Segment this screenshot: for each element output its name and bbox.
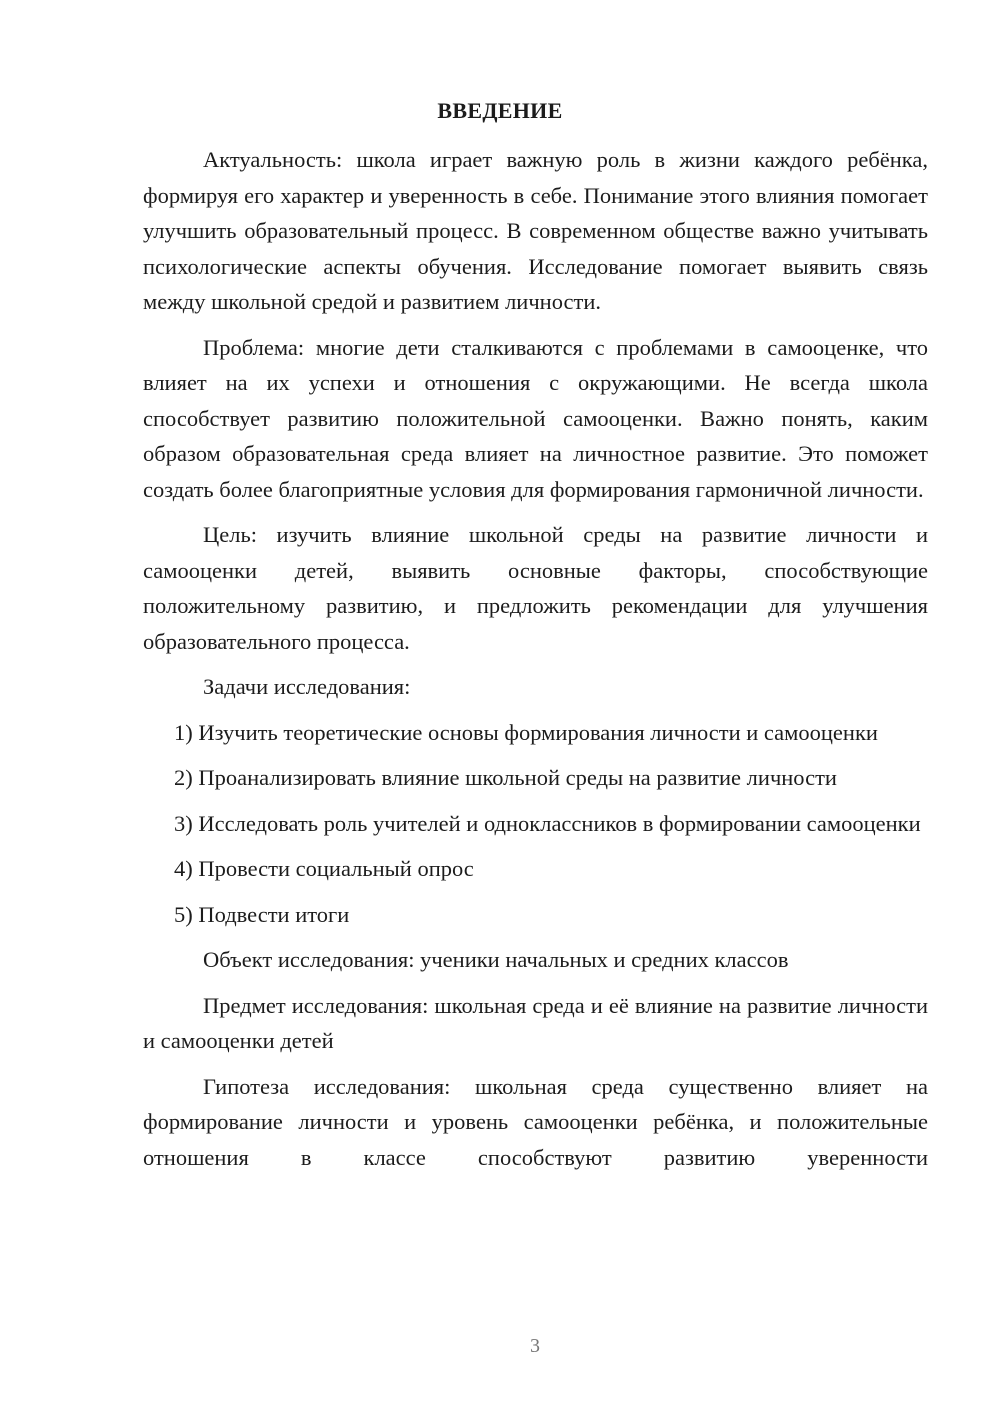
object-paragraph: Объект исследования: ученики начальных и средних классов — [203, 947, 789, 972]
hypothesis-paragraph: Гипотеза исследования: школьная среда существенно влияет на формирование личности и уровень самооценки ребёнка, и положительные отношения в классе способствуют развитию уверенности — [143, 1073, 928, 1170]
document-body — [143, 142, 928, 1175]
subject-paragraph: Предмет исследования: школьная среда и её влияние на развитие личности и самооценки детей — [143, 992, 928, 1053]
task-item-1: 1) Изучить теоретические основы формирования личности и самооценки — [174, 719, 878, 745]
problem-paragraph: Проблема: многие дети сталкиваются с проблемами в самооценке, что влияет на их успехи и отношения с окружающими. Не всегда школа способствует развитию положительной самооценки. Важно понять, каким образом образовательная среда влияет на личностное развитие. Это поможет создать более благоприятные условия для формирования гармоничной личности. — [143, 334, 928, 502]
goal-paragraph: Цель: изучить влияние школьной среды на развитие личности и самооценки детей, выявить основные факторы, способствующие положительному развитию, и предложить рекомендации для улучшения образовательного процесса. — [143, 522, 928, 654]
tasks-heading: Задачи исследования: — [203, 674, 411, 699]
task-item-3: 3) Исследовать роль учителей и одноклассников в формировании самооценки — [174, 810, 921, 836]
page-number: 3 — [530, 1335, 540, 1357]
page-title: ВВЕДЕНИЕ — [437, 98, 563, 123]
task-item-2: 2) Проанализировать влияние школьной среды на развитие личности — [174, 765, 837, 790]
relevance-paragraph: Актуальность: школа играет важную роль в жизни каждого ребёнка, формируя его характер и уверенность в себе. Понимание этого влияния помогает улучшить образовательный процесс. В современном обществе важно учитывать психологические аспекты обучения. Исследование помогает выявить связь между школьной средой и развитием личности. — [143, 147, 928, 314]
task-item-4: 4) Провести социальный опрос — [174, 856, 474, 881]
task-item-5: 5) Подвести итоги — [174, 901, 350, 927]
